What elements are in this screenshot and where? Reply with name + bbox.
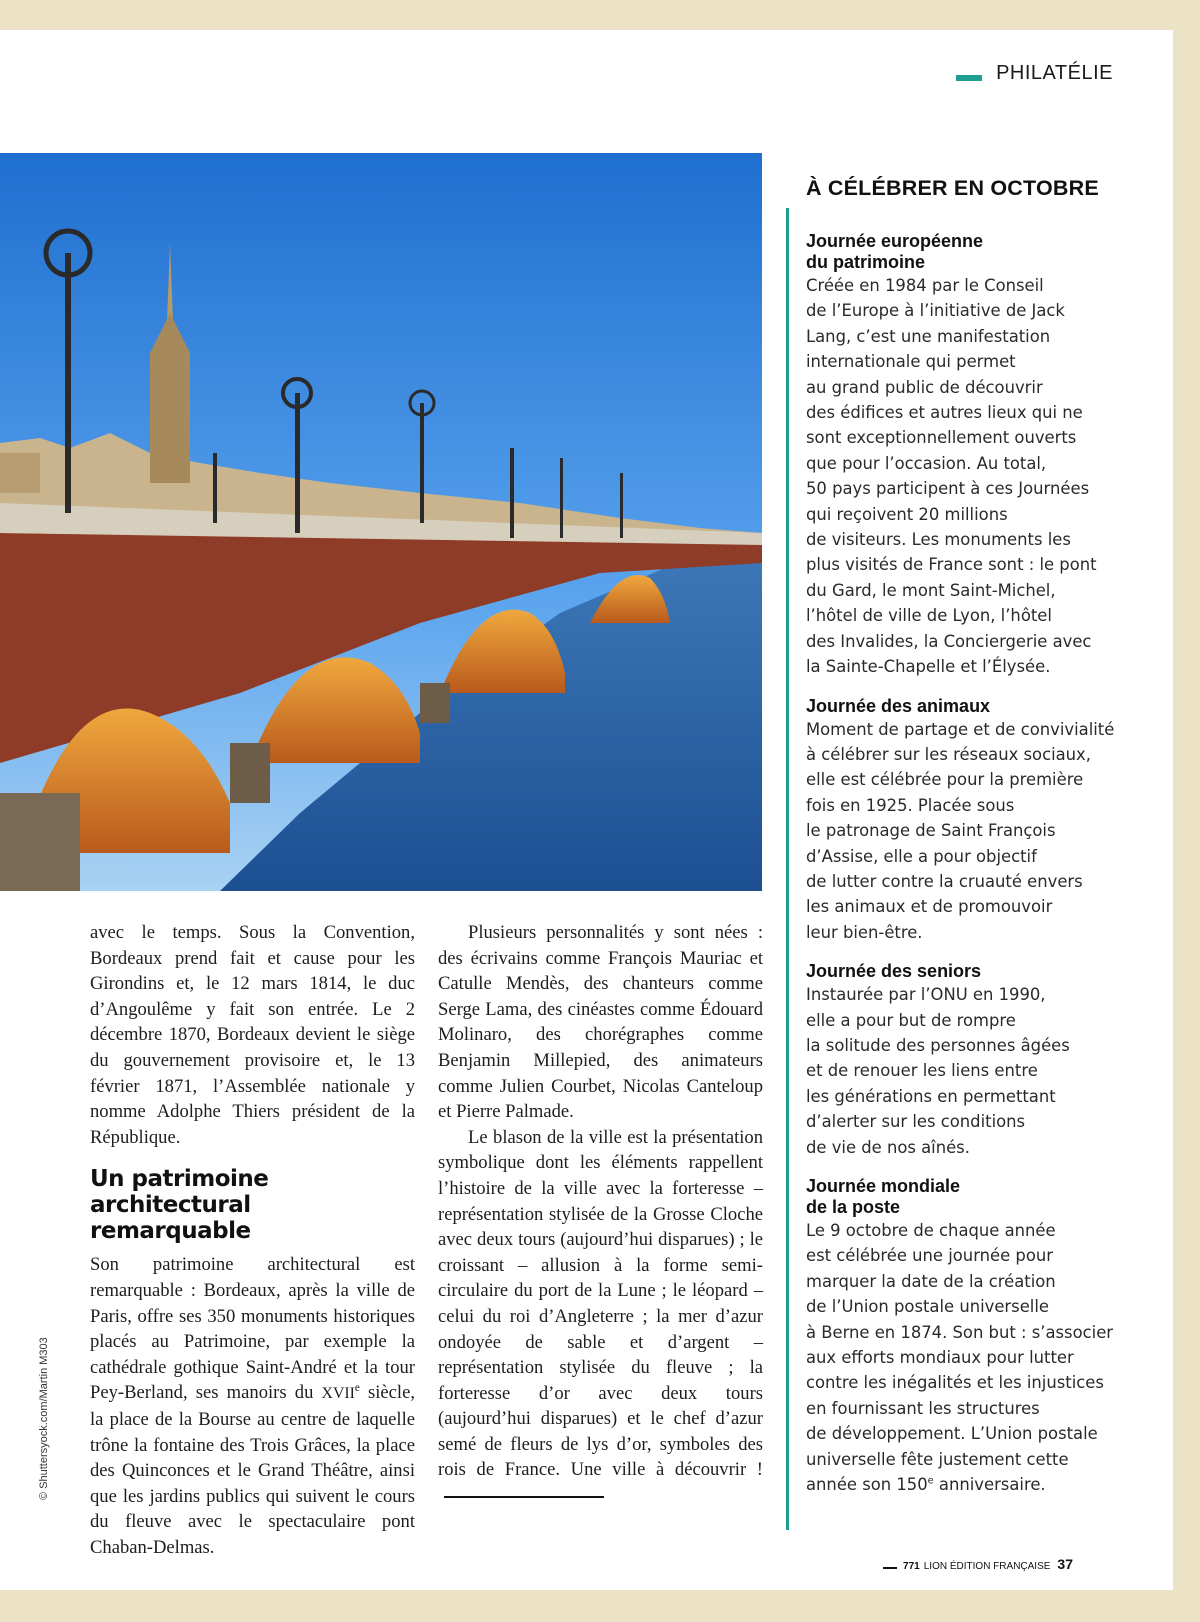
article-column-2 — [438, 920, 763, 1509]
page-footer — [883, 1556, 1073, 1572]
issue-number: 771 — [903, 1561, 920, 1572]
end-of-article-rule — [444, 1496, 604, 1498]
sidebar-item-text: Le 9 octobre de chaque année est célébrée une journée pour marquer la date de la création de l’Union postale universelle à Berne en 1874. Son but : s’associer aux efforts mondiaux pour lutter contre les inégalités et les injustices en fournissant les structures de développement. L’Union postale universelle fête justement cette — [806, 1221, 1114, 1469]
sidebar-item-title: Journée des animaux — [806, 695, 991, 716]
sidebar-item — [806, 1176, 1126, 1497]
section-tag — [956, 62, 1113, 85]
sidebar-accent-rule — [786, 208, 789, 1530]
century-superscript: e — [354, 1382, 360, 1395]
sidebar-item — [806, 231, 1126, 680]
sidebar-title: À CÉLÉBRER EN OCTOBRE — [806, 176, 1099, 200]
footer-dash — [883, 1567, 897, 1569]
magazine-page — [0, 30, 1173, 1590]
photo-credit: © Shuttersyock.com/Martin M303 — [38, 1337, 50, 1500]
bridge-illustration — [0, 153, 762, 891]
sidebar-box — [806, 176, 1126, 1513]
article-text: Son patrimoine architectural est remarquable : Bordeaux, après la ville de Paris, offre ses 350 monuments historiques placés au Patrimoine, par exemple la cathédrale gothique Saint-André et la tour Pey-Berland, ses manoirs du — [90, 1254, 415, 1404]
sidebar-item-title: Journée des seniors — [806, 961, 982, 982]
sidebar-item-title: Journée mondiale de la poste — [806, 1176, 961, 1217]
article-column-1 — [90, 920, 415, 1560]
page-number: 37 — [1057, 1556, 1073, 1572]
century-numeral: XVII — [321, 1385, 355, 1403]
article-paragraph: Plusieurs personnalités y sont nées : des écrivains comme François Mauriac et Catulle Mendès, des chanteurs comme Serge Lama, des cinéastes comme Édouard Molinaro, des chorégraphes comme Benjamin Millepied, des animateurs comme Julien Courbet, Nicolas Canteloup et Pierre Palmade. — [438, 922, 763, 1123]
bridge-photo — [0, 153, 762, 891]
article-paragraph: avec le temps. Sous la Convention, Bordeaux prend fait et cause pour les Girondins et, le 12 mars 1814, le duc d’Angoulême y fait son entrée. Le 2 décembre 1870, Bordeaux devient le siège du gouvernement provisoire et, le 13 février 1871, l’Assemblée nationale y nomme Adolphe Thiers président de la République. — [90, 922, 415, 1148]
sidebar-item-text-end — [806, 1472, 1126, 1497]
article-paragraph — [90, 1252, 415, 1560]
magazine-name: LION ÉDITION FRANÇAISE — [923, 1561, 1051, 1572]
section-accent-bar — [956, 75, 982, 81]
article-paragraph — [438, 1125, 763, 1509]
sidebar-item-title: Journée européenne du patrimoine — [806, 231, 984, 272]
sidebar-item-text: Créée en 1984 par le Conseil de l’Europe à l’initiative de Jack Lang, c’est une manifestation internationale qui permet au grand public de découvrir des édifices et autres lieux qui ne sont exceptionnellement ouverts que pour l’occasion. Au total, 50 pays participent à ces Journées qui reçoivent 20 millions de visiteurs. Les monuments les plus visités de France sont : le pont du Gard, le mont Saint-Michel, l’hôtel de ville de Lyon, l’hôtel des Invalides, la Conciergerie avec la Sainte-Chapelle et l’Élysée. — [806, 276, 1097, 677]
sidebar-item-text: Instaurée par l’ONU en 1990, elle a pour but de rompre la solitude des personnes âgées et de renouer les liens entre les générations en permettant d’alerter sur les conditions de vie de nos aînés. — [806, 985, 1070, 1157]
article-text: Le blason de la ville est la présentation symbolique dont les éléments rappellent l’histoire de la ville avec la forteresse – représentation stylisée de la Grosse Cloche avec deux tours (aujourd’hui disparues) ; le croissant – allusion à la forme semi-circulaire du port de la Lune ; le léopard – celui du roi d’Angleterre ; la mer d’azur ondoyée de sable et d’argent – représentation stylisée du fleuve ; la forteresse d’or avec deux tours (aujourd’hui disparues) et le chef d’azur semé de fleurs de lys d’or, symboles des rois de France. Une ville à découvrir ! — [438, 1126, 763, 1481]
article-text: siècle, la place de la Bourse au centre de laquelle trône la fontaine des Trois Grâces, la place des Quinconces et le Grand Théâtre, ainsi que les jardins publics qui suivent le cours du fleuve avec le spectaculaire pont Chaban-Delmas. — [90, 1382, 416, 1558]
section-label: PHILATÉLIE — [996, 62, 1113, 84]
sidebar-text: anniversaire. — [933, 1475, 1046, 1495]
article-subheading: Un patrimoine architectural remarquable — [90, 1166, 269, 1245]
anniversary-superscript: e — [927, 1475, 934, 1487]
sidebar-item — [806, 961, 1126, 1160]
sidebar-text: année son 150 — [806, 1475, 928, 1495]
sidebar-item — [806, 696, 1126, 946]
sidebar-item-text: Moment de partage et de convivialité à célébrer sur les réseaux sociaux, elle est célébrée pour la première fois en 1925. Placée sous le patronage de Saint François d’Assise, elle a pour objectif de lutter contre la cruauté envers les animaux et de promouvoir leur bien-être. — [806, 719, 1115, 942]
